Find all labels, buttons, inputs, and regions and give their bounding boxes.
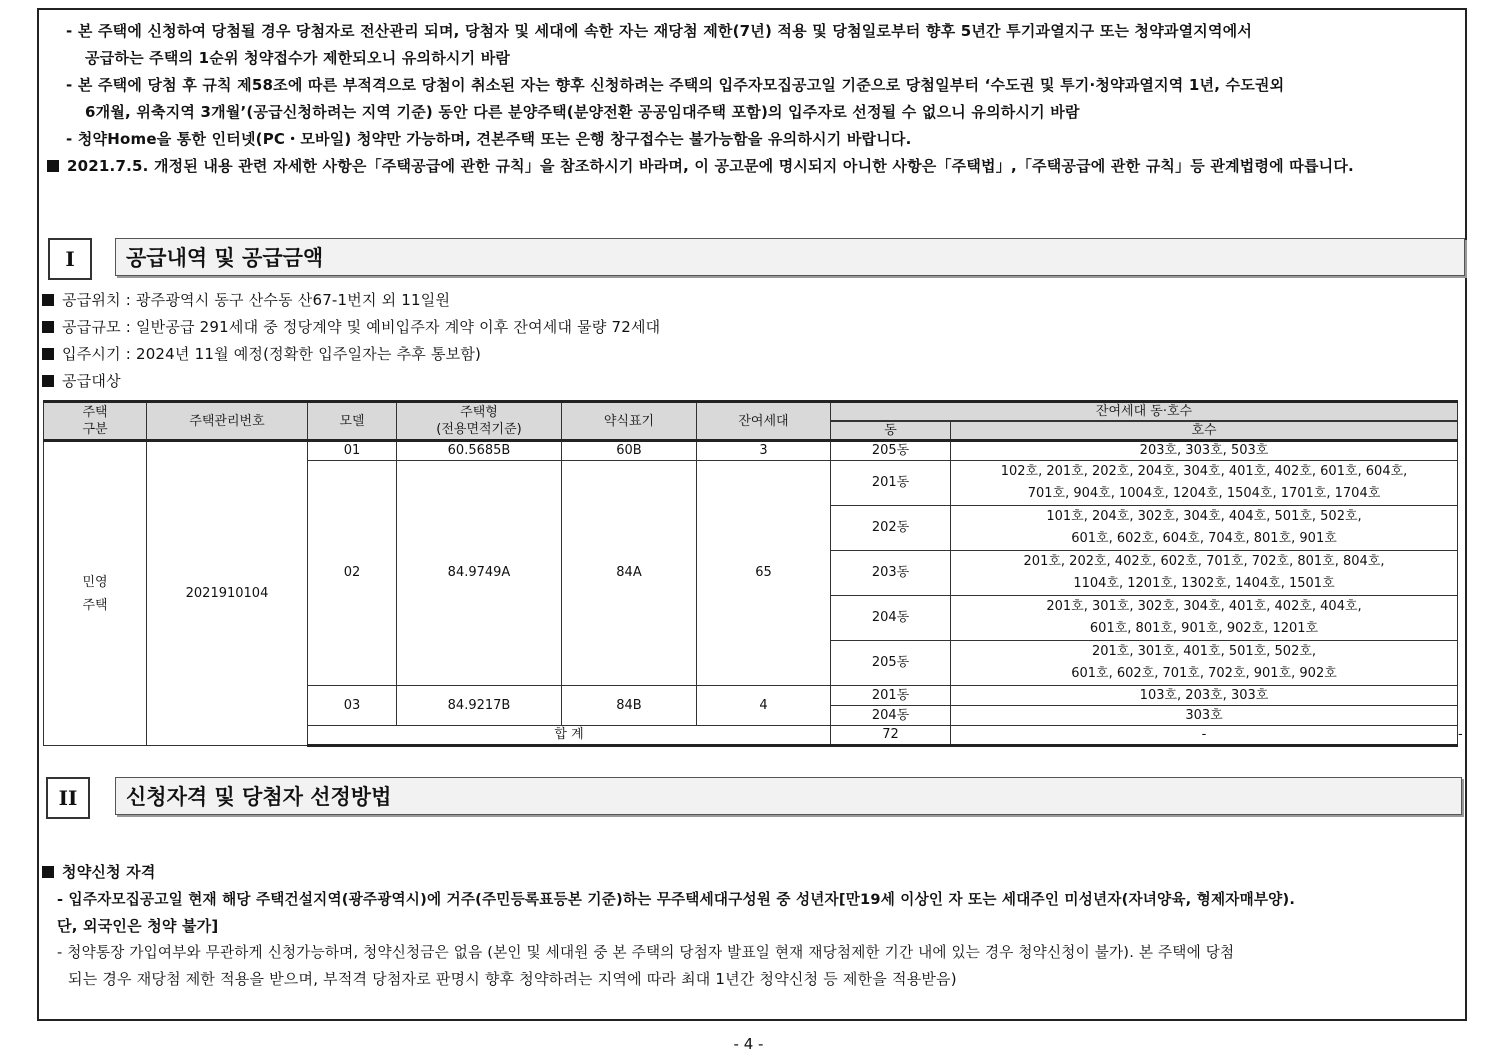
eligibility-line-3: - 청약통장 가입여부와 무관하게 신청가능하며, 청약신청금은 없음 (본인 및 세대원 중 본 주택의 당첨자 발표일 현재 재당첨제한 기간 내에 있는 경우 청약신청이 불가). 본 주택에 당첨 (57, 944, 1235, 961)
header-dong: 동 (831, 421, 951, 441)
ho-cell: 203호, 303호, 503호 (951, 441, 1458, 461)
housing-type-cell: 84.9217B (397, 686, 562, 726)
table-row (44, 441, 1458, 461)
header-ho: 호수 (951, 421, 1458, 441)
section-1-header (48, 238, 1465, 278)
section-2-header (46, 777, 1462, 817)
ho-line: 102호, 201호, 202호, 204호, 304호, 401호, 402호, 601호, 604호, (1000, 464, 1408, 479)
section-2-title: 신청자격 및 당첨자 선정방법 (115, 777, 1462, 815)
supply-table (43, 400, 1463, 747)
dong-cell: 204동 (831, 596, 951, 641)
dong-cell: 205동 (831, 441, 951, 461)
section-2-number: II (46, 777, 90, 819)
intro-line-2: 공급하는 주택의 1순위 청약접수가 제한되오니 유의하시기 바람 (85, 49, 511, 67)
header-housing-type-1: 주택형 (460, 405, 498, 420)
ho-cell (951, 596, 1458, 641)
header-house-type-1: 주택 (82, 405, 108, 420)
header-model: 모델 (308, 402, 397, 441)
supply-target (42, 370, 121, 391)
dong-cell: 203동 (831, 551, 951, 596)
square-bullet-icon (42, 348, 54, 360)
ho-line: 1104호, 1201호, 1302호, 1404호, 1501호 (1073, 576, 1335, 591)
section-1-title: 공급내역 및 공급금액 (115, 238, 1465, 276)
supply-location (42, 289, 450, 310)
header-house-type-2: 구분 (82, 422, 108, 437)
page-number: - 4 - (733, 1035, 764, 1053)
square-bullet-icon (42, 321, 54, 333)
model-cell: 01 (308, 441, 397, 461)
header-mgmt-no: 주택관리번호 (147, 402, 308, 441)
square-bullet-icon (42, 375, 54, 387)
remaining-cell: 3 (697, 441, 831, 461)
ho-cell: 103호, 203호, 303호 (951, 686, 1458, 706)
dong-cell: 204동 (831, 706, 951, 726)
supply-scale-text: 공급규모 : 일반공급 291세대 중 정당계약 및 예비입주자 계약 이후 잔여세대 물량 72세대 (62, 318, 661, 336)
house-type-cell (44, 441, 147, 746)
ho-line: 201호, 301호, 302호, 304호, 401호, 402호, 404호, (1046, 599, 1362, 614)
mgmt-no-cell: 2021910104 (147, 441, 308, 746)
total-row: 합 계 72 - - (44, 726, 1458, 746)
ho-line: 601호, 801호, 901호, 902호, 1201호 (1089, 621, 1319, 636)
intro-line-3: - 본 주택에 당첨 후 규칙 제58조에 따른 부적격으로 당첨이 취소된 자는 향후 신청하려는 주택의 입주자모집공고일 기준으로 당첨일부터 ‘수도권 및 투기·청약과열지역 1년, 수도권외 (66, 76, 1285, 94)
square-bullet-icon (47, 160, 59, 172)
header-short-notation: 약식표기 (562, 402, 697, 441)
dong-cell: 201동 (831, 461, 951, 506)
section-1-number: I (48, 238, 92, 280)
eligibility-line-4: 되는 경우 재당첨 제한 적용을 받으며, 부적격 당첨자로 판명시 향후 청약하려는 지역에 따라 최대 1년간 청약신청 등 제한을 적용받음) (68, 970, 957, 988)
supply-target-text: 공급대상 (62, 372, 121, 390)
intro-line-4: 6개월, 위축지역 3개월’(공급신청하려는 지역 기준) 동안 다른 분양주택(분양전환 공공임대주택 포함)의 입주자로 선정될 수 없으니 유의하시기 바람 (85, 103, 1080, 121)
intro-line-1: - 본 주택에 신청하여 당첨될 경우 당첨자로 전산관리 되며, 당첨자 및 세대에 속한 자는 재당첨 제한(7년) 적용 및 당첨일로부터 향후 5년간 투기과열지구 또는 청약과열지역에서 (66, 22, 1253, 40)
intro-line-5: - 청약Home을 통한 인터넷(PC・모바일) 청약만 가능하며, 견본주택 또는 은행 창구접수는 불가능함을 유의하시기 바랍니다. (66, 130, 912, 148)
move-in-date (42, 343, 481, 364)
ho-cell (951, 641, 1458, 686)
intro-line-6 (47, 155, 1354, 176)
ho-line: 601호, 602호, 604호, 704호, 801호, 901호 (1071, 531, 1337, 546)
remaining-cell: 65 (697, 461, 831, 686)
ho-cell (951, 551, 1458, 596)
house-type-2: 주택 (82, 597, 108, 613)
ho-line: 701호, 904호, 1004호, 1204호, 1504호, 1701호, 1704호 (1027, 486, 1381, 501)
total-remaining: 72 (831, 726, 951, 746)
header-housing-type-2: (전용면적기준) (436, 422, 522, 437)
move-in-date-text: 입주시기 : 2024년 11월 예정(정확한 입주일자는 추후 통보함) (62, 345, 482, 363)
house-type-1: 민영 (82, 574, 108, 590)
short-notation-cell: 60B (562, 441, 697, 461)
ho-line: 601호, 602호, 701호, 702호, 901호, 902호 (1071, 666, 1337, 681)
total-label: 합 계 (308, 726, 831, 746)
header-housing-type (397, 402, 562, 441)
eligibility-line-1: - 입주자모집공고일 현재 해당 주택건설지역(광주광역시)에 거주(주민등록표등본 기준)하는 무주택세대구성원 중 성년자[만19세 이상인 자 또는 세대주인 미성년자(자녀양육, 형제자매부양). (57, 891, 1296, 908)
header-remaining: 잔여세대 (697, 402, 831, 441)
total-dong: - (951, 726, 1458, 746)
square-bullet-icon (42, 294, 54, 306)
short-notation-cell: 84A (562, 461, 697, 686)
supply-scale (42, 316, 660, 337)
dong-cell: 205동 (831, 641, 951, 686)
eligibility-heading-text: 청약신청 자격 (62, 863, 156, 881)
ho-line: 101호, 204호, 302호, 304호, 404호, 501호, 502호, (1046, 509, 1362, 524)
header-house-type (44, 402, 147, 441)
model-cell: 03 (308, 686, 397, 726)
dong-cell: 202동 (831, 506, 951, 551)
housing-type-cell: 60.5685B (397, 441, 562, 461)
remaining-cell: 4 (697, 686, 831, 726)
ho-line: 201호, 301호, 401호, 501호, 502호, (1091, 644, 1317, 659)
ho-line: 201호, 202호, 402호, 602호, 701호, 702호, 801호, 804호, (1023, 554, 1385, 569)
eligibility-line-2: 단, 외국인은 청약 불가] (57, 917, 219, 935)
housing-type-cell: 84.9749A (397, 461, 562, 686)
square-bullet-icon (42, 866, 54, 878)
ho-cell (951, 506, 1458, 551)
ho-cell: 303호 (951, 706, 1458, 726)
eligibility-heading (42, 861, 156, 882)
intro-line-6-text: 2021.7.5. 개정된 내용 관련 자세한 사항은「주택공급에 관한 규칙」을 참조하시기 바라며, 이 공고문에 명시되지 아니한 사항은「주택법」,「주택공급에 관한 규칙」등 관계법령에 따릅니다. (67, 157, 1354, 175)
header-remaining-units: 잔여세대 동·호수 (831, 402, 1458, 422)
dong-cell: 201동 (831, 686, 951, 706)
short-notation-cell: 84B (562, 686, 697, 726)
ho-cell (951, 461, 1458, 506)
model-cell: 02 (308, 461, 397, 686)
supply-location-text: 공급위치 : 광주광역시 동구 산수동 산67-1번지 외 11일원 (62, 291, 451, 309)
